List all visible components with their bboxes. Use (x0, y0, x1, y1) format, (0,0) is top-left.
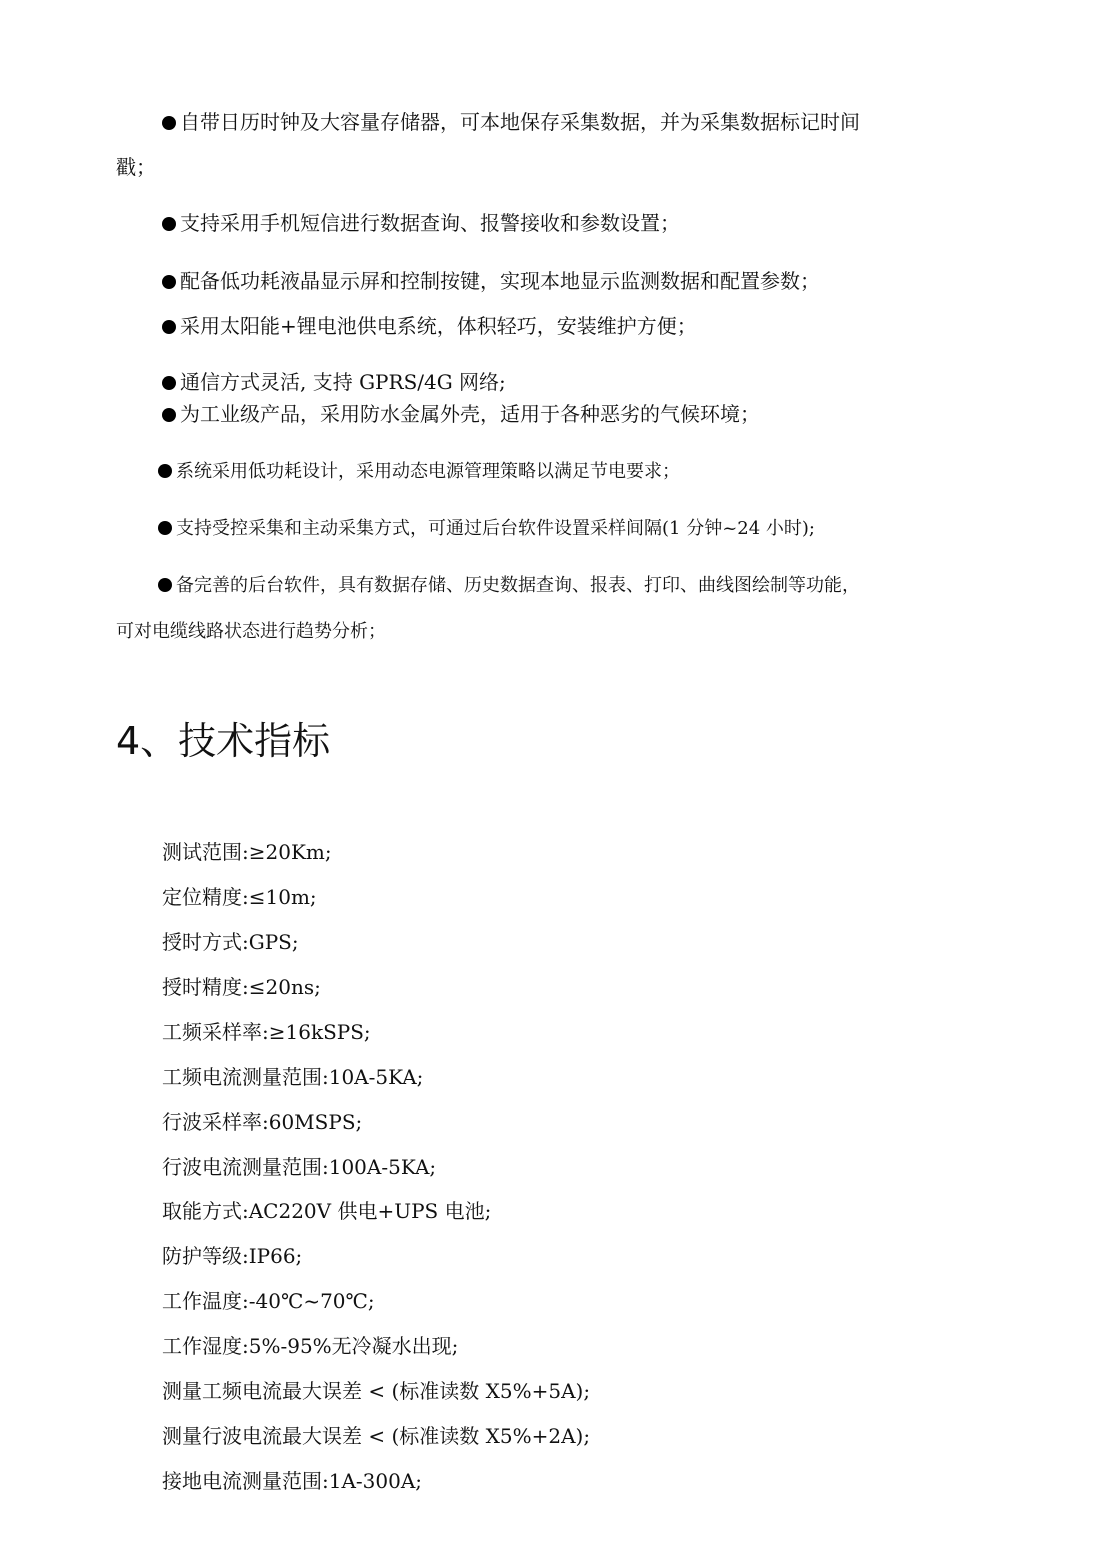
spec-item: 工作温度:-40℃~70℃; (162, 1289, 375, 1313)
spec-item: 测试范围:≥20Km; (162, 840, 332, 864)
feature-text: 为工业级产品，采用防水金属外壳，适用于各种恶劣的气候环境； (180, 402, 760, 426)
spec-item: 授时精度:≤20ns; (162, 975, 321, 999)
spec-item: 测量行波电流最大误差 < (标准读数 X5%+2A); (162, 1424, 591, 1448)
spec-item: 行波采样率:60MSPS; (162, 1110, 363, 1134)
spec-item: 授时方式:GPS; (162, 930, 299, 954)
feature-text: 自带日历时钟及大容量存储器，可本地保存采集数据，并为采集数据标记时间 (180, 110, 860, 134)
feature-item-7 (158, 460, 680, 484)
feature-item-9 (158, 574, 860, 598)
feature-text: 系统采用低功耗设计，采用动态电源管理策略以满足节电要求； (176, 461, 680, 482)
spec-item: 工频采样率:≥16kSPS; (162, 1020, 371, 1044)
bullet-icon (162, 408, 176, 422)
feature-text: 支持受控采集和主动采集方式，可通过后台软件设置采样间隔(1 分钟~24 小时); (176, 518, 815, 539)
feature-item-1-continued (116, 155, 156, 179)
bullet-icon (162, 376, 176, 390)
spec-item: 工作湿度:5%-95%无冷凝水出现; (162, 1334, 459, 1358)
spec-item: 防护等级:IP66; (162, 1244, 303, 1268)
bullet-icon (162, 217, 176, 231)
feature-item-3 (162, 269, 820, 293)
bullet-icon (162, 275, 176, 289)
feature-item-8 (158, 517, 815, 541)
feature-item-5 (162, 370, 506, 394)
feature-item-9-continued (116, 620, 386, 644)
spec-item: 行波电流测量范围:100A-5KA; (162, 1155, 437, 1179)
feature-item-6 (162, 402, 760, 426)
spec-item: 测量工频电流最大误差 < (标准读数 X5%+5A); (162, 1379, 591, 1403)
feature-text: 支持采用手机短信进行数据查询、报警接收和参数设置； (180, 211, 680, 235)
feature-item-4 (162, 314, 697, 338)
bullet-icon (162, 320, 176, 334)
bullet-icon (158, 578, 172, 592)
feature-text: 采用太阳能+锂电池供电系统，体积轻巧，安装维护方便； (180, 314, 697, 338)
feature-item-2 (162, 211, 680, 235)
spec-item: 取能方式:AC220V 供电+UPS 电池; (162, 1199, 492, 1223)
spec-item: 工频电流测量范围:10A-5KA; (162, 1065, 424, 1089)
feature-text: 可对电缆线路状态进行趋势分析； (116, 621, 386, 642)
feature-text: 通信方式灵活, 支持 GPRS/4G 网络; (180, 370, 506, 394)
section-heading: 4、技术指标 (116, 719, 331, 763)
feature-item-1 (162, 110, 860, 134)
bullet-icon (158, 464, 172, 478)
feature-text: 戳； (116, 155, 156, 179)
spec-item: 接地电流测量范围:1A-300A; (162, 1469, 423, 1493)
spec-item: 定位精度:≤10m; (162, 885, 317, 909)
bullet-icon (158, 521, 172, 535)
bullet-icon (162, 116, 176, 130)
feature-text: 配备低功耗液晶显示屏和控制按键，实现本地显示监测数据和配置参数； (180, 269, 820, 293)
feature-text: 备完善的后台软件，具有数据存储、历史数据查询、报表、打印、曲线图绘制等功能， (176, 575, 860, 596)
